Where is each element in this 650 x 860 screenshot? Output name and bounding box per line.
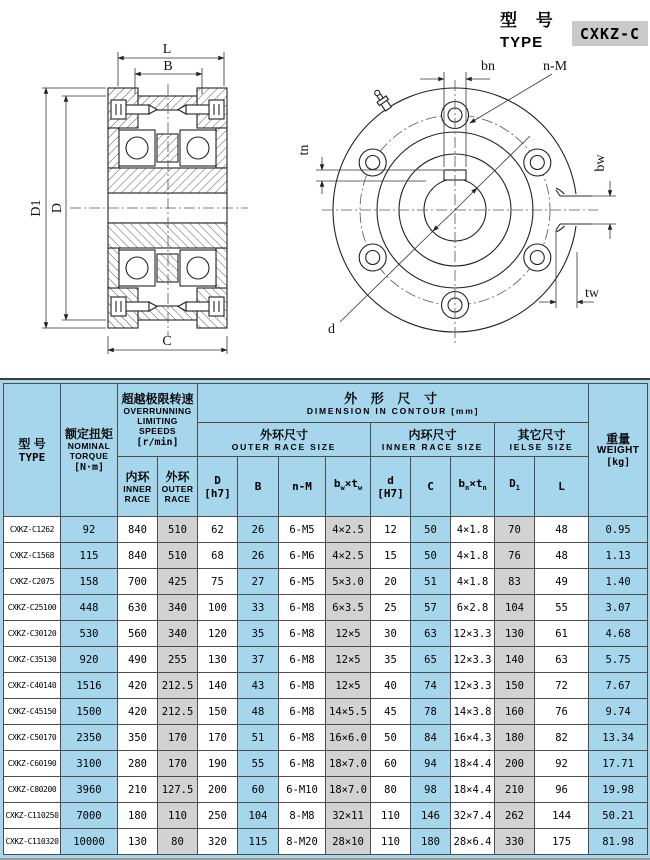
value-cell: 28×6.4: [451, 829, 495, 855]
value-cell: 45: [371, 699, 411, 725]
value-cell: 180: [411, 829, 451, 855]
dim-label-bn: bn: [481, 59, 495, 74]
header-else-size: 其它尺寸 IELSE SIZE: [495, 423, 589, 457]
value-cell: 170: [158, 725, 198, 751]
page-title-en: TYPE: [500, 34, 544, 51]
value-cell: 32×7.4: [451, 803, 495, 829]
value-cell: 8-M8: [279, 803, 326, 829]
value-cell: 200: [198, 777, 238, 803]
value-cell: 448: [61, 595, 118, 621]
value-cell: 50: [411, 543, 451, 569]
value-cell: 320: [198, 829, 238, 855]
value-cell: 55: [238, 751, 279, 777]
value-cell: 130: [495, 621, 535, 647]
dim-label-bw: bw: [593, 154, 608, 172]
dim-label-D: D: [50, 202, 65, 214]
header-outer-race-speed: 外环 OUTER RACE: [158, 457, 198, 517]
value-cell: 4×1.8: [451, 543, 495, 569]
header-col-C: C: [411, 457, 451, 517]
value-cell: 57: [411, 595, 451, 621]
value-cell: 180: [118, 803, 158, 829]
value-cell: 62: [198, 517, 238, 543]
value-cell: 630: [118, 595, 158, 621]
value-cell: 12×5: [326, 673, 371, 699]
value-cell: 10000: [61, 829, 118, 855]
value-cell: 15: [371, 543, 411, 569]
model-cell: CXKZ-C60190: [4, 751, 61, 777]
table-row: [4, 829, 648, 855]
value-cell: 5.75: [589, 647, 648, 673]
model-cell: CXKZ-C40140: [4, 673, 61, 699]
value-cell: 104: [495, 595, 535, 621]
dim-label-tw: tw: [585, 286, 599, 301]
header-outer-race-size: 外环尺寸 OUTER RACE SIZE: [198, 423, 371, 457]
value-cell: 68: [198, 543, 238, 569]
model-cell: CXKZ-C110320: [4, 829, 61, 855]
value-cell: 65: [411, 647, 451, 673]
value-cell: 6-M8: [279, 621, 326, 647]
value-cell: 28×10: [326, 829, 371, 855]
header-col-bntn: $b_n\times t_n$: [451, 457, 495, 517]
value-cell: 190: [198, 751, 238, 777]
value-cell: 26: [238, 543, 279, 569]
value-cell: 80: [371, 777, 411, 803]
header-col-nM: n-M: [279, 457, 326, 517]
value-cell: 20: [371, 569, 411, 595]
value-cell: 3.07: [589, 595, 648, 621]
model-cell: CXKZ-C2075: [4, 569, 61, 595]
value-cell: 35: [238, 621, 279, 647]
header-col-bwtw: $b_w\times t_w$: [326, 457, 371, 517]
value-cell: 6-M8: [279, 595, 326, 621]
table-row: [4, 777, 648, 803]
value-cell: 72: [535, 673, 589, 699]
value-cell: 13.34: [589, 725, 648, 751]
value-cell: 4×2.5: [326, 517, 371, 543]
value-cell: 262: [495, 803, 535, 829]
cross-section-view: [29, 42, 248, 354]
value-cell: 82: [535, 725, 589, 751]
value-cell: 80: [158, 829, 198, 855]
value-cell: 27: [238, 569, 279, 595]
value-cell: 32×11: [326, 803, 371, 829]
value-cell: 340: [158, 621, 198, 647]
value-cell: 4×2.5: [326, 543, 371, 569]
value-cell: 60: [238, 777, 279, 803]
value-cell: 140: [198, 673, 238, 699]
value-cell: 6-M8: [279, 647, 326, 673]
value-cell: 6-M5: [279, 569, 326, 595]
value-cell: 700: [118, 569, 158, 595]
value-cell: 110: [371, 803, 411, 829]
value-cell: 212.5: [158, 699, 198, 725]
value-cell: 6×2.8: [451, 595, 495, 621]
value-cell: 12×3.3: [451, 673, 495, 699]
value-cell: 12×3.3: [451, 621, 495, 647]
value-cell: 104: [238, 803, 279, 829]
value-cell: 18×7.0: [326, 751, 371, 777]
model-cell: CXKZ-C110250: [4, 803, 61, 829]
value-cell: 48: [535, 517, 589, 543]
value-cell: 6-M6: [279, 543, 326, 569]
table-row: [4, 517, 648, 543]
value-cell: 43: [238, 673, 279, 699]
value-cell: 7000: [61, 803, 118, 829]
model-cell: CXKZ-C35130: [4, 647, 61, 673]
value-cell: 110: [158, 803, 198, 829]
dim-label-D1: D1: [29, 199, 44, 217]
value-cell: 4.68: [589, 621, 648, 647]
header-col-D1: $D_1$: [495, 457, 535, 517]
value-cell: 9.74: [589, 699, 648, 725]
value-cell: 84: [411, 725, 451, 751]
dim-label-d: d: [328, 322, 335, 337]
value-cell: 280: [118, 751, 158, 777]
value-cell: 130: [118, 829, 158, 855]
value-cell: 18×4.4: [451, 777, 495, 803]
dim-label-L: L: [162, 42, 172, 57]
value-cell: 110: [371, 829, 411, 855]
value-cell: 420: [118, 699, 158, 725]
value-cell: 35: [371, 647, 411, 673]
value-cell: 6-M5: [279, 517, 326, 543]
value-cell: 92: [61, 517, 118, 543]
header-dimension-contour: 外 形 尺 寸 DIMENSION IN CONTOUR [mm]: [198, 384, 589, 423]
model-cell: CXKZ-C30120: [4, 621, 61, 647]
dim-label-tn: tn: [297, 144, 312, 156]
table-row: [4, 569, 648, 595]
value-cell: 49: [535, 569, 589, 595]
grease-nipple-icon: [371, 88, 393, 112]
value-cell: 158: [61, 569, 118, 595]
value-cell: 180: [495, 725, 535, 751]
model-cell: CXKZ-C45150: [4, 699, 61, 725]
value-cell: 115: [61, 543, 118, 569]
value-cell: 12×5: [326, 647, 371, 673]
table-row: [4, 595, 648, 621]
value-cell: 76: [495, 543, 535, 569]
value-cell: 98: [411, 777, 451, 803]
value-cell: 127.5: [158, 777, 198, 803]
value-cell: 12×5: [326, 621, 371, 647]
value-cell: 510: [158, 543, 198, 569]
value-cell: 92: [535, 751, 589, 777]
value-cell: 170: [158, 751, 198, 777]
value-cell: 81.98: [589, 829, 648, 855]
table-row: [4, 751, 648, 777]
table-row: [4, 699, 648, 725]
value-cell: 50: [371, 725, 411, 751]
value-cell: 12: [371, 517, 411, 543]
value-cell: 30: [371, 621, 411, 647]
value-cell: 6-M8: [279, 751, 326, 777]
header-limiting-speeds: 超越极限转速 OVERRUNNING LIMITING SPEEDS [r/min]: [118, 384, 198, 457]
value-cell: 8-M20: [279, 829, 326, 855]
value-cell: 146: [411, 803, 451, 829]
table-row: [4, 621, 648, 647]
dim-label-nM: n-M: [543, 59, 568, 74]
value-cell: 160: [495, 699, 535, 725]
value-cell: 37: [238, 647, 279, 673]
table-row: [4, 673, 648, 699]
value-cell: 100: [198, 595, 238, 621]
spec-table: [0, 378, 650, 860]
value-cell: 1500: [61, 699, 118, 725]
value-cell: 50.21: [589, 803, 648, 829]
value-cell: 48: [535, 543, 589, 569]
value-cell: 74: [411, 673, 451, 699]
value-cell: 2350: [61, 725, 118, 751]
value-cell: 78: [411, 699, 451, 725]
value-cell: 175: [535, 829, 589, 855]
front-view: [297, 59, 616, 346]
value-cell: 51: [411, 569, 451, 595]
header-col-B: B: [238, 457, 279, 517]
value-cell: 17.71: [589, 751, 648, 777]
value-cell: 840: [118, 517, 158, 543]
model-cell: CXKZ-C1568: [4, 543, 61, 569]
value-cell: 94: [411, 751, 451, 777]
value-cell: 16×4.3: [451, 725, 495, 751]
header-col-D: D [h7]: [198, 457, 238, 517]
value-cell: 120: [198, 621, 238, 647]
value-cell: 200: [495, 751, 535, 777]
value-cell: 425: [158, 569, 198, 595]
value-cell: 212.5: [158, 673, 198, 699]
header-weight: 重量 WEIGHT [kg]: [589, 384, 648, 517]
header-col-L: L: [535, 457, 589, 517]
value-cell: 60: [371, 751, 411, 777]
value-cell: 560: [118, 621, 158, 647]
value-cell: 61: [535, 621, 589, 647]
spec-table-body: [4, 517, 648, 855]
value-cell: 33: [238, 595, 279, 621]
value-cell: 150: [495, 673, 535, 699]
value-cell: 83: [495, 569, 535, 595]
value-cell: 1516: [61, 673, 118, 699]
model-cell: CXKZ-C50170: [4, 725, 61, 751]
model-type-badge: CXKZ-C: [572, 21, 648, 46]
value-cell: 14×3.8: [451, 699, 495, 725]
value-cell: 6×3.5: [326, 595, 371, 621]
title-block: [500, 6, 560, 51]
value-cell: 210: [118, 777, 158, 803]
value-cell: 340: [158, 595, 198, 621]
value-cell: 55: [535, 595, 589, 621]
header-inner-race-speed: 内环 INNER RACE: [118, 457, 158, 517]
value-cell: 115: [238, 829, 279, 855]
value-cell: 170: [198, 725, 238, 751]
value-cell: 63: [411, 621, 451, 647]
value-cell: 48: [238, 699, 279, 725]
value-cell: 14×5.5: [326, 699, 371, 725]
value-cell: 3100: [61, 751, 118, 777]
value-cell: 840: [118, 543, 158, 569]
table-row: [4, 725, 648, 751]
value-cell: 140: [495, 647, 535, 673]
value-cell: 0.95: [589, 517, 648, 543]
value-cell: 210: [495, 777, 535, 803]
value-cell: 6-M8: [279, 725, 326, 751]
model-cell: CXKZ-C80200: [4, 777, 61, 803]
value-cell: 70: [495, 517, 535, 543]
value-cell: 4×1.8: [451, 517, 495, 543]
header-type: 型 号 TYPE: [4, 384, 61, 517]
value-cell: 40: [371, 673, 411, 699]
value-cell: 63: [535, 647, 589, 673]
value-cell: 510: [158, 517, 198, 543]
header-torque: 额定扭矩 NOMINAL TORQUE [N·m]: [61, 384, 118, 517]
value-cell: 144: [535, 803, 589, 829]
table-row: [4, 803, 648, 829]
value-cell: 6-M8: [279, 673, 326, 699]
value-cell: 3960: [61, 777, 118, 803]
value-cell: 7.67: [589, 673, 648, 699]
value-cell: 1.40: [589, 569, 648, 595]
value-cell: 150: [198, 699, 238, 725]
value-cell: 255: [158, 647, 198, 673]
header-inner-race-size: 内环尺寸 INNER RACE SIZE: [371, 423, 495, 457]
value-cell: 6-M8: [279, 699, 326, 725]
value-cell: 250: [198, 803, 238, 829]
value-cell: 130: [198, 647, 238, 673]
value-cell: 920: [61, 647, 118, 673]
value-cell: 51: [238, 725, 279, 751]
value-cell: 19.98: [589, 777, 648, 803]
value-cell: 12×3.3: [451, 647, 495, 673]
value-cell: 50: [411, 517, 451, 543]
value-cell: 490: [118, 647, 158, 673]
value-cell: 330: [495, 829, 535, 855]
dim-label-B: B: [163, 59, 173, 74]
value-cell: 350: [118, 725, 158, 751]
value-cell: 18×4.4: [451, 751, 495, 777]
value-cell: 26: [238, 517, 279, 543]
value-cell: 75: [198, 569, 238, 595]
value-cell: 25: [371, 595, 411, 621]
table-row: [4, 543, 648, 569]
dim-label-C: C: [162, 334, 172, 349]
value-cell: 530: [61, 621, 118, 647]
value-cell: 96: [535, 777, 589, 803]
value-cell: 420: [118, 673, 158, 699]
value-cell: 6-M10: [279, 777, 326, 803]
model-cell: CXKZ-C1262: [4, 517, 61, 543]
technical-drawings: [0, 0, 650, 376]
value-cell: 5×3.0: [326, 569, 371, 595]
header-col-d: d [H7]: [371, 457, 411, 517]
value-cell: 16×6.0: [326, 725, 371, 751]
value-cell: 18×7.0: [326, 777, 371, 803]
value-cell: 76: [535, 699, 589, 725]
value-cell: 4×1.8: [451, 569, 495, 595]
value-cell: 1.13: [589, 543, 648, 569]
page-title-cn: 型 号: [500, 11, 560, 30]
table-row: [4, 647, 648, 673]
model-cell: CXKZ-C25100: [4, 595, 61, 621]
